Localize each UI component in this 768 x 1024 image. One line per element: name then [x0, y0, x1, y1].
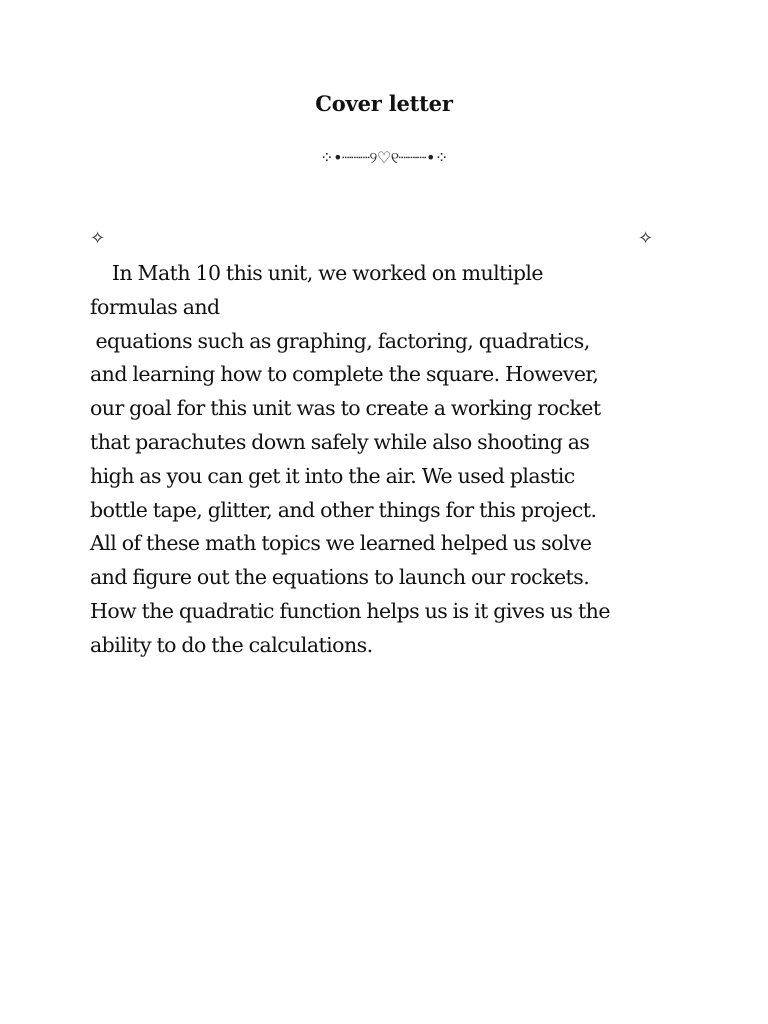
- ornamental-divider: ⁘•┈┈┈୨♡୧┈┈┈•⁘: [320, 148, 448, 167]
- document-title: Cover letter: [315, 91, 453, 116]
- paragraph-line: How the quadratic function helps us is it gives us the: [90, 598, 610, 623]
- sparkle-icon: ✧: [90, 228, 106, 249]
- paragraph-line: In Math 10 this unit, we worked on multiple: [90, 261, 544, 285]
- paragraph-line: bottle tape, glitter, and other things for this project.: [90, 497, 597, 522]
- paragraph-line: that parachutes down safely while also shooting as: [90, 429, 590, 454]
- paragraph-line: All of these math topics we learned helped us solve: [90, 531, 592, 556]
- paragraph-line: equations such as graphing, factoring, quadratics,: [90, 328, 590, 353]
- paragraph-line: high as you can get it into the air. We used plastic: [90, 463, 575, 488]
- paragraph-line: and learning how to complete the square. However,: [90, 362, 599, 387]
- paragraph-line: and figure out the equations to launch our rockets.: [90, 565, 590, 590]
- sparkle-icon: ✧: [638, 228, 654, 249]
- cover-letter-paragraph: [90, 257, 690, 663]
- paragraph-line: ability to do the calculations.: [90, 632, 373, 657]
- paragraph-line: formulas and: [90, 294, 220, 319]
- paragraph-line: our goal for this unit was to create a working rocket: [90, 396, 601, 421]
